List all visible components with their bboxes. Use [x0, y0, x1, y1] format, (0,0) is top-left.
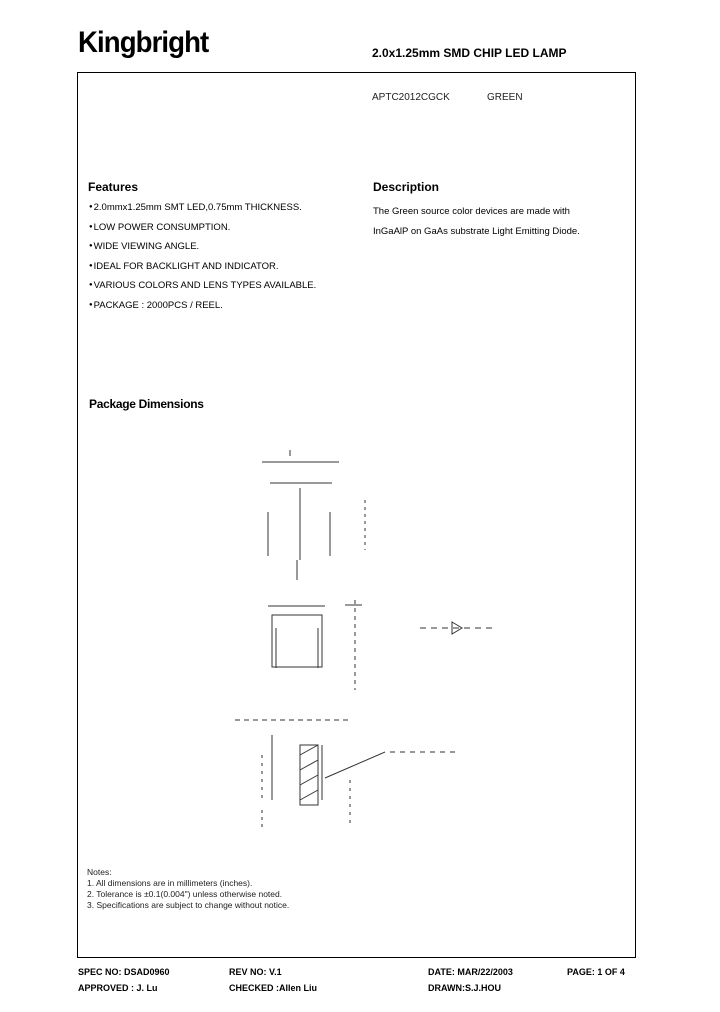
spec-number: SPEC NO: DSAD0960	[78, 967, 170, 977]
description-heading: Description	[373, 180, 440, 194]
features-heading: Features	[88, 180, 139, 194]
drawn-by: DRAWN:S.J.HOU	[428, 983, 502, 993]
kingbright-logo: Kingbright	[78, 26, 209, 59]
checked-by: CHECKED :Allen Liu	[229, 983, 318, 993]
description-line: The Green source color devices are made with	[373, 206, 570, 217]
feature-item: ● LOW POWER CONSUMPTION.	[89, 222, 316, 242]
feature-item: ● 2.0mmx1.25mm SMT LED,0.75mm THICKNESS.	[89, 202, 316, 222]
feature-item: ● PACKAGE : 2000PCS / REEL.	[89, 300, 316, 320]
approved-by: APPROVED : J. Lu	[78, 983, 158, 993]
feature-item: ● WIDE VIEWING ANGLE.	[89, 241, 316, 261]
revision-number: REV NO: V.1	[229, 967, 282, 977]
feature-item: ● VARIOUS COLORS AND LENS TYPES AVAILABLE.	[89, 280, 316, 300]
notes-heading: Notes:	[87, 867, 112, 877]
description-line: InGaAlP on GaAs substrate Light Emitting Diode.	[373, 225, 580, 237]
document-title: 2.0x1.25mm SMD CHIP LED LAMP	[372, 46, 567, 60]
emitting-color: GREEN	[487, 92, 523, 103]
package-dimensions-heading: Package Dimensions	[89, 397, 204, 411]
note-item: 2. Tolerance is ±0.1(0.004") unless otherwise noted.	[87, 889, 283, 899]
issue-date: DATE: MAR/22/2003	[428, 967, 513, 977]
side-view-body	[272, 615, 322, 667]
note-item: 1. All dimensions are in millimeters (inches).	[87, 878, 253, 888]
note-item: 3. Specifications are subject to change without notice.	[87, 900, 290, 910]
page-number: PAGE: 1 OF 4	[567, 967, 625, 977]
part-number: APTC2012CGCK	[372, 92, 450, 103]
feature-item: ● IDEAL FOR BACKLIGHT AND INDICATOR.	[89, 261, 316, 281]
hatching	[300, 745, 318, 800]
notes-block	[87, 867, 289, 911]
leader-line	[325, 752, 385, 778]
